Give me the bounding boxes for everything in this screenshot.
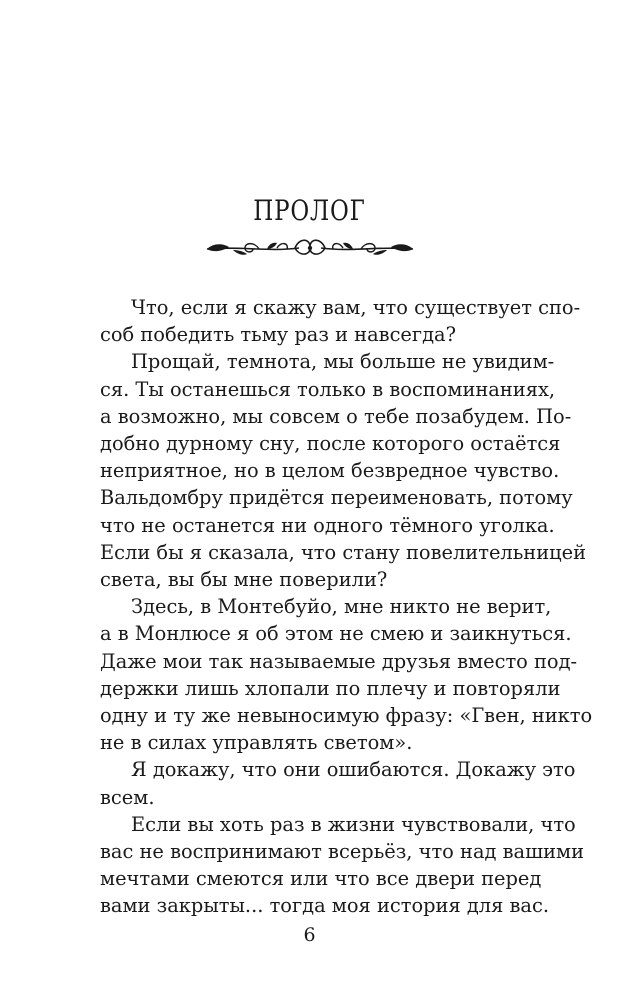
- text-line: Если вы хоть раз в жизни чувствовали, что: [131, 812, 576, 836]
- text-line: добно дурному сну, после которого остаётся: [100, 432, 561, 456]
- text-line: соб победить тьму раз и навсегда?: [100, 323, 456, 347]
- text-line: не в силах управлять светом».: [100, 731, 413, 755]
- text-line: одну и ту же невыносимую фразу: «Гвен, никто: [100, 704, 593, 728]
- text-line: Я докажу, что они ошибаются. Докажу это: [131, 758, 576, 782]
- chapter-title: ПРОЛОГ: [253, 194, 366, 227]
- text-line: Если бы я сказала, что стану повелительницей: [100, 540, 587, 564]
- page-number: 6: [303, 924, 316, 946]
- text-line: что не останется ни одного тёмного уголка.: [100, 513, 555, 537]
- chapter-body: [100, 294, 593, 920]
- paragraph: [100, 811, 585, 920]
- text-line: света, вы бы мне поверили?: [100, 568, 388, 592]
- text-line: Прощай, темнота, мы больше не увидим-: [131, 350, 555, 374]
- paragraph: [100, 593, 593, 756]
- text-line: Здесь, в Монтебуйо, мне никто не верит,: [131, 595, 552, 619]
- text-line: всем.: [100, 785, 155, 809]
- text-line: неприятное, но в целом безвредное чувство.: [100, 459, 560, 483]
- paragraph: [100, 348, 587, 593]
- floral-divider-icon: [199, 234, 421, 262]
- text-line: вами закрыты... тогда моя история для вас.: [100, 894, 550, 918]
- text-line: Что, если я скажу вам, что существует спо-: [131, 296, 581, 319]
- text-line: держки лишь хлопали по плечу и повторяли: [100, 676, 561, 700]
- text-line: Вальдомбру придётся переименовать, потому: [100, 486, 573, 510]
- text-line: Даже мои так называемые друзья вместо под-: [100, 649, 578, 673]
- text-line: ся. Ты останешься только в воспоминаниях,: [100, 377, 556, 401]
- text-line: мечтами смеются или что все двери перед: [100, 867, 542, 891]
- text-line: а в Монлюсе я об этом не смею и заикнуться.: [100, 622, 572, 646]
- paragraph: [100, 756, 576, 810]
- text-line: а возможно, мы совсем о тебе позабудем. По-: [100, 404, 572, 428]
- text-line: вас не воспринимают всерьёз, что над вашими: [100, 840, 585, 864]
- paragraph: [100, 294, 581, 348]
